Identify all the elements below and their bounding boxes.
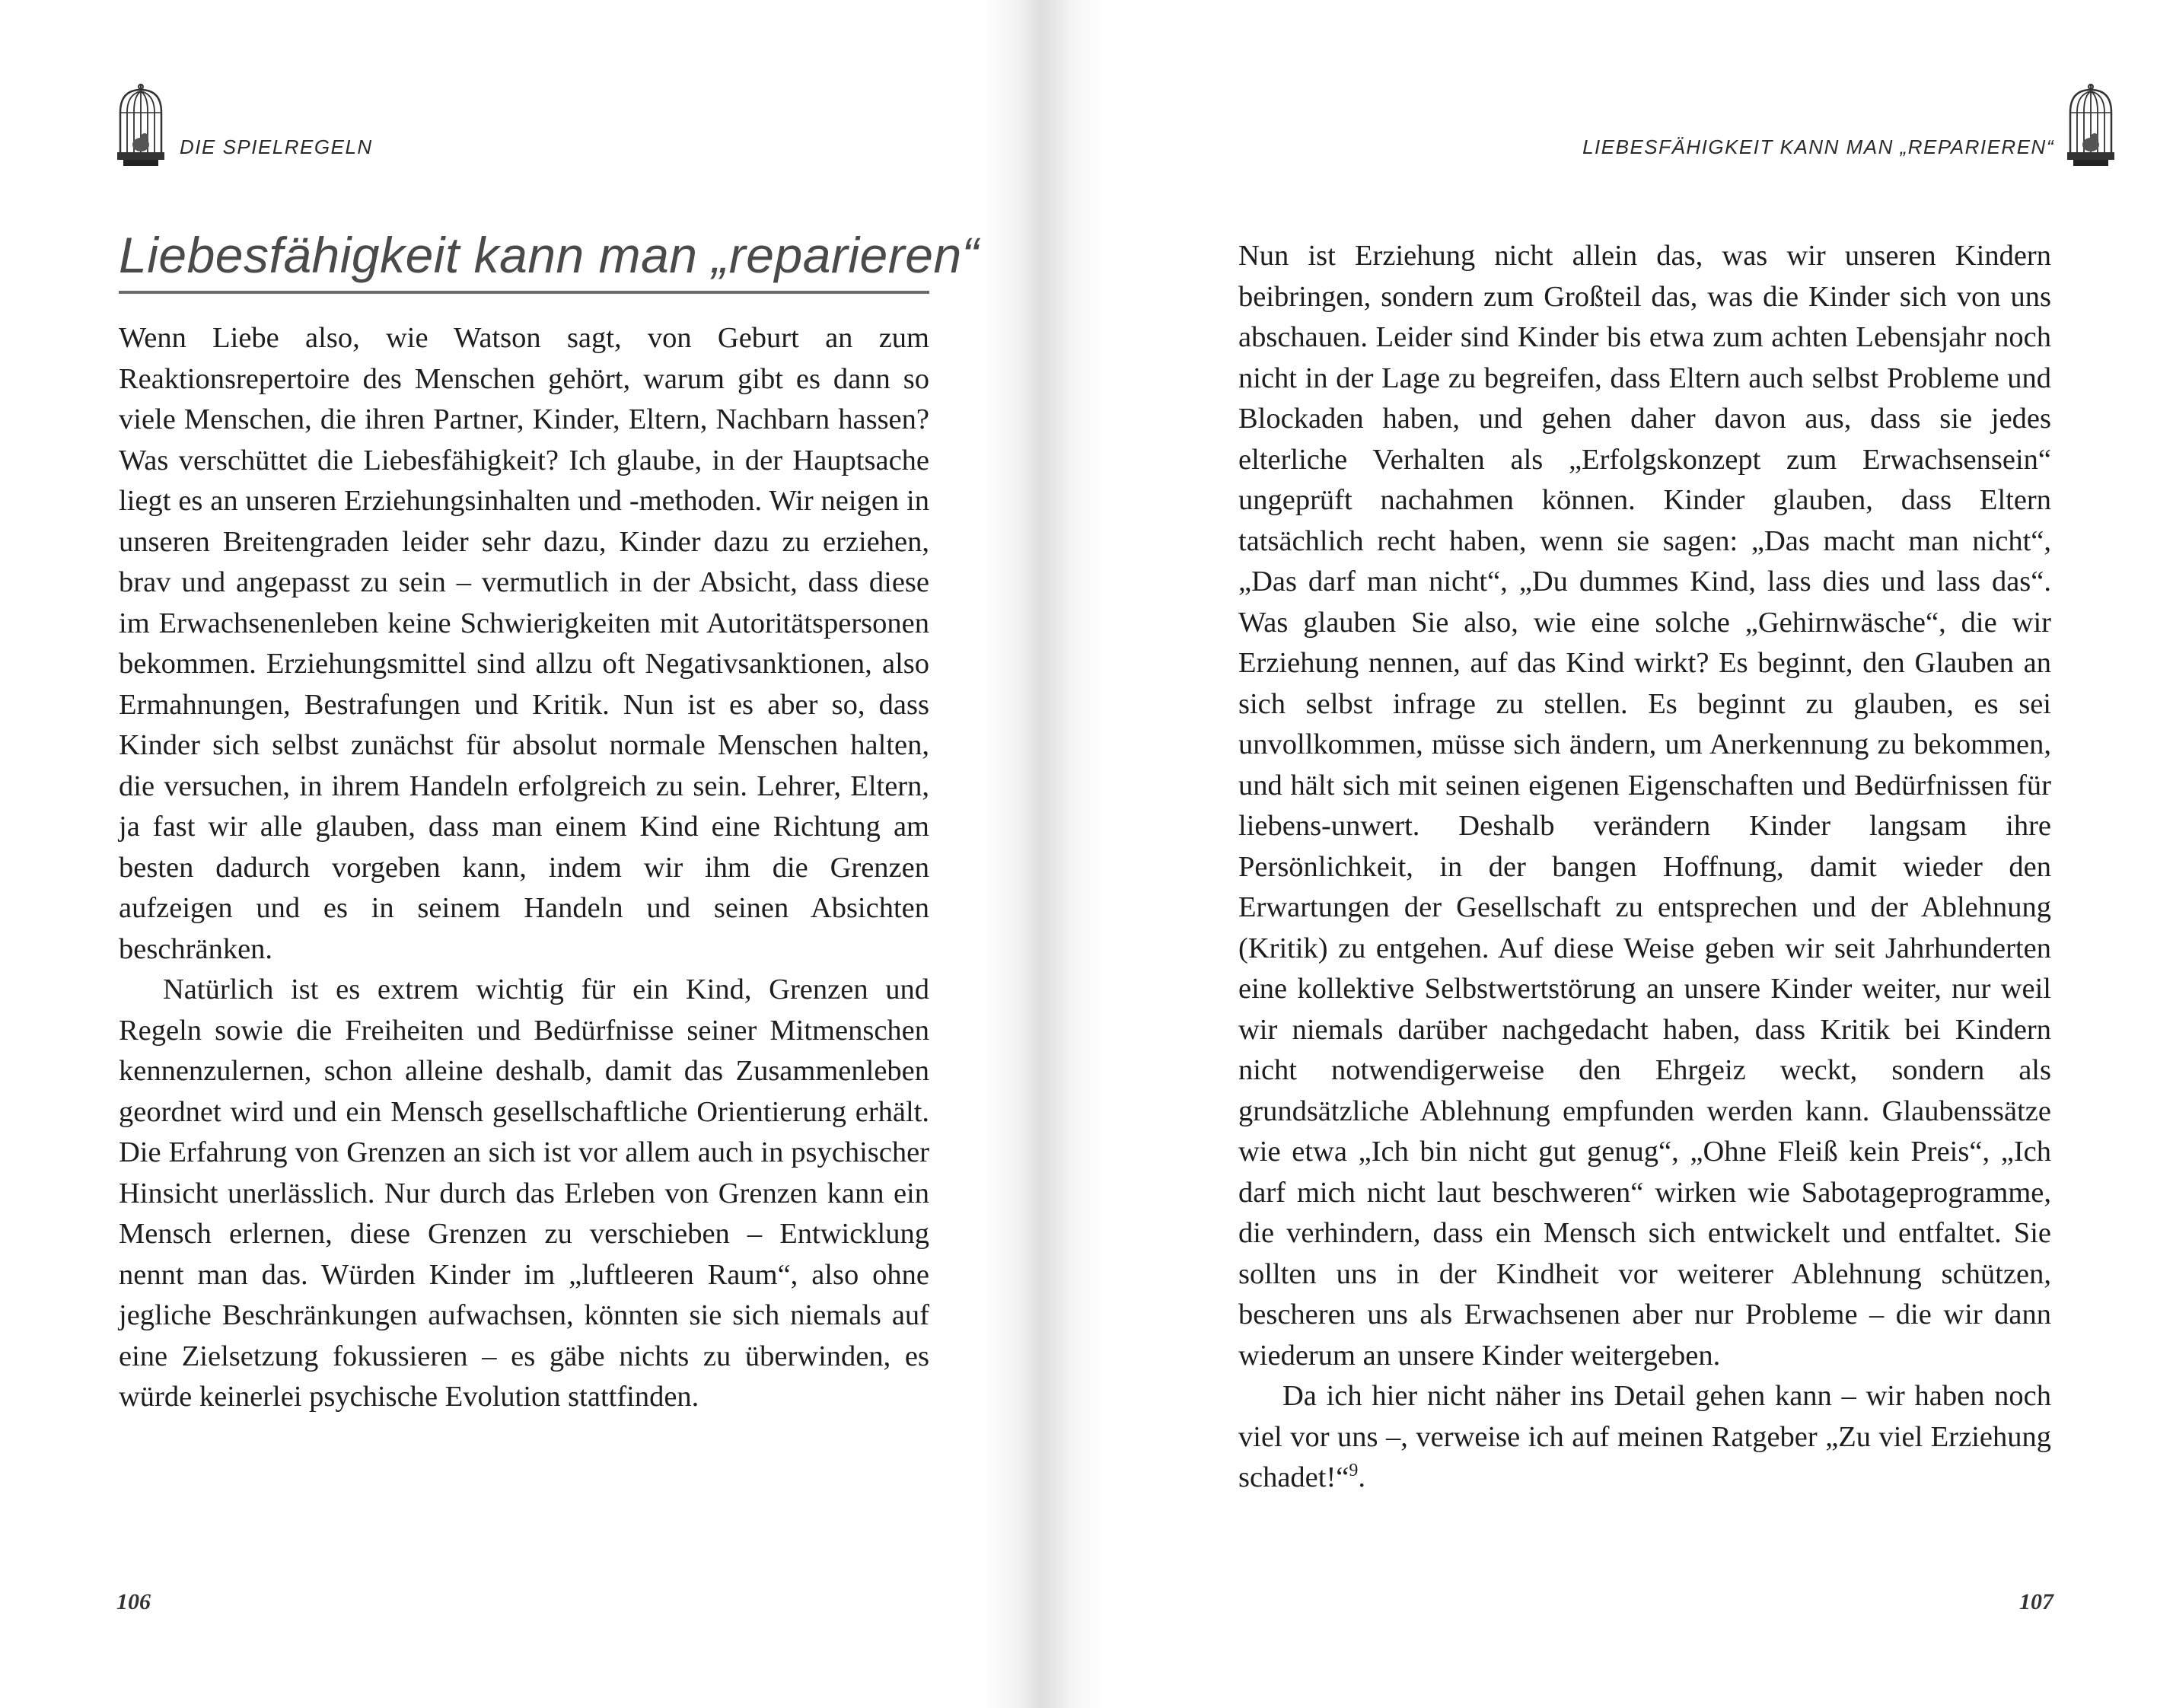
running-head: LIEBESFÄHIGKEIT KANN MAN „REPARIEREN“ bbox=[1582, 135, 2054, 158]
paragraph: Wenn Liebe also, wie Watson sagt, von Geburt an zum Reaktionsrepertoire des Menschen gehört, warum gibt es dann so viele Menschen, die ihren Partner, Kinder, Eltern, Nachbarn hassen? Was verschüttet die Liebesfähigkeit? Ich glaube, in der Hauptsache liegt es an unseren Erziehungsinhalten und -methoden. Wir neigen in unseren Breitengraden leider sehr dazu, Kinder dazu zu erziehen, brav und angepasst zu sein – vermutlich in der Absicht, dass diese im Erwachsenenleben keine Schwierigkeiten mit Autoritätspersonen bekommen. Erziehungsmittel sind allzu oft Negativsanktionen, also Ermahnungen, Bestrafungen und Kritik. Nun ist es aber so, dass Kinder sich selbst zunächst für absolut normale Menschen halten, die versuchen, in ihrem Handeln erfolgreich zu sein. Lehrer, Eltern, ja fast wir alle glauben, dass man einem Kind eine Richtung am besten dadurch vorgeben kann, indem wir ihm die Grenzen aufzeigen und es in seinem Handeln und seinen Absichten beschränken. bbox=[119, 322, 929, 965]
body-text bbox=[119, 318, 929, 1418]
birdcage-icon bbox=[116, 82, 166, 174]
closing-punctuation: . bbox=[1358, 1461, 1365, 1493]
body-text bbox=[1238, 236, 2051, 1499]
paragraph: Nun ist Erziehung nicht allein das, was wir unseren Kindern beibringen, sondern zum Großteil das, was die Kinder sich von uns abschauen. Leider sind Kinder bis etwa zum achten Lebensjahr noch nicht in der Lage zu begreifen, dass Eltern auch selbst Probleme und Blockaden haben, und gehen daher davon aus, dass sie jedes elterliche Verhalten als „Erfolgskonzept zum Erwachsensein“ ungeprüft nachahmen können. Kinder glauben, dass Eltern tatsächlich recht haben, wenn sie sagen: „Das macht man nicht“, „Das darf man nicht“, „Du dummes Kind, lass dies und lass das“. Was glauben Sie also, wie eine solche „Gehirnwäsche“, die wir Erziehung nennen, auf das Kind wirkt? Es beginnt, den Glauben an sich selbst infrage zu stellen. Es beginnt zu glauben, es sei unvollkommen, müsse sich ändern, um Anerkennung zu bekommen, und hält sich mit seinen eigenen Eigenschaften und Bedürfnissen für liebens-unwert. Deshalb verändern Kinder langsam ihre Persönlichkeit, in der bangen Hoffnung, damit wieder den Erwartungen der Gesellschaft zu entsprechen und der Ablehnung (Kritik) zu entgehen. Auf diese Weise geben wir seit Jahrhunderten eine kollektive Selbstwertstörung an unsere Kinder weiter, nur weil wir niemals darüber nachgedacht haben, dass Kritik bei Kindern nicht notwendigerweise den Ehrgeiz weckt, sondern als grundsätzliche Ablehnung empfunden werden kann. Glaubenssätze wie etwa „Ich bin nicht gut genug“, „Ohne Fleiß kein Preis“, „Ich darf mich nicht laut beschweren“ wirken wie Sabotageprogramme, die verhindern, dass ein Mensch sich entwickelt und entfaltet. Sie sollten uns in der Kindheit vor weiterer Ablehnung schützen, bescheren uns als Erwachsenen aber nur Probleme – die wir dann wiederum an unsere Kinder weitergeben. bbox=[1238, 240, 2051, 1372]
birdcage-icon bbox=[2066, 82, 2116, 174]
right-page bbox=[1078, 0, 2157, 1708]
page-number: 106 bbox=[116, 1589, 151, 1614]
chapter-title: Liebesfähigkeit kann man „reparieren“ bbox=[119, 227, 980, 283]
paragraph: Natürlich ist es extrem wichtig für ein Kind, Grenzen und Regeln sowie die Freiheiten und Bedürfnisse seiner Mitmenschen kennenzulernen, schon alleine deshalb, damit das Zusammenleben geordnet wird und ein Mensch gesellschaftliche Orientierung erhält. Die Erfahrung von Grenzen an sich ist vor allem auch in psychischer Hinsicht unerlässlich. Nur durch das Erleben von Grenzen kann ein Mensch erlernen, diese Grenzen zu verschieben – Entwicklung nennt man das. Würden Kinder im „luftleeren Raum“, also ohne jegliche Beschränkungen aufwachsen, könnten sie sich niemals auf eine Zielsetzung fokussieren – es gäbe nichts zu überwinden, es würde keinerlei psychische Evolution stattfinden. bbox=[119, 973, 929, 1413]
left-page bbox=[0, 0, 1078, 1708]
footnote-marker[interactable]: 9 bbox=[1349, 1461, 1359, 1481]
running-head: DIE SPIELREGELN bbox=[180, 135, 373, 158]
page-number: 107 bbox=[2019, 1589, 2053, 1614]
title-underline bbox=[119, 291, 929, 294]
paragraph-with-footnote bbox=[1238, 1376, 2051, 1499]
paragraph-text: Da ich hier nicht näher ins Detail gehen kann – wir haben noch viel vor uns –, verweise ich auf meinen Ratgeber „Zu viel Erziehung schadet!“ bbox=[1238, 1380, 2051, 1493]
